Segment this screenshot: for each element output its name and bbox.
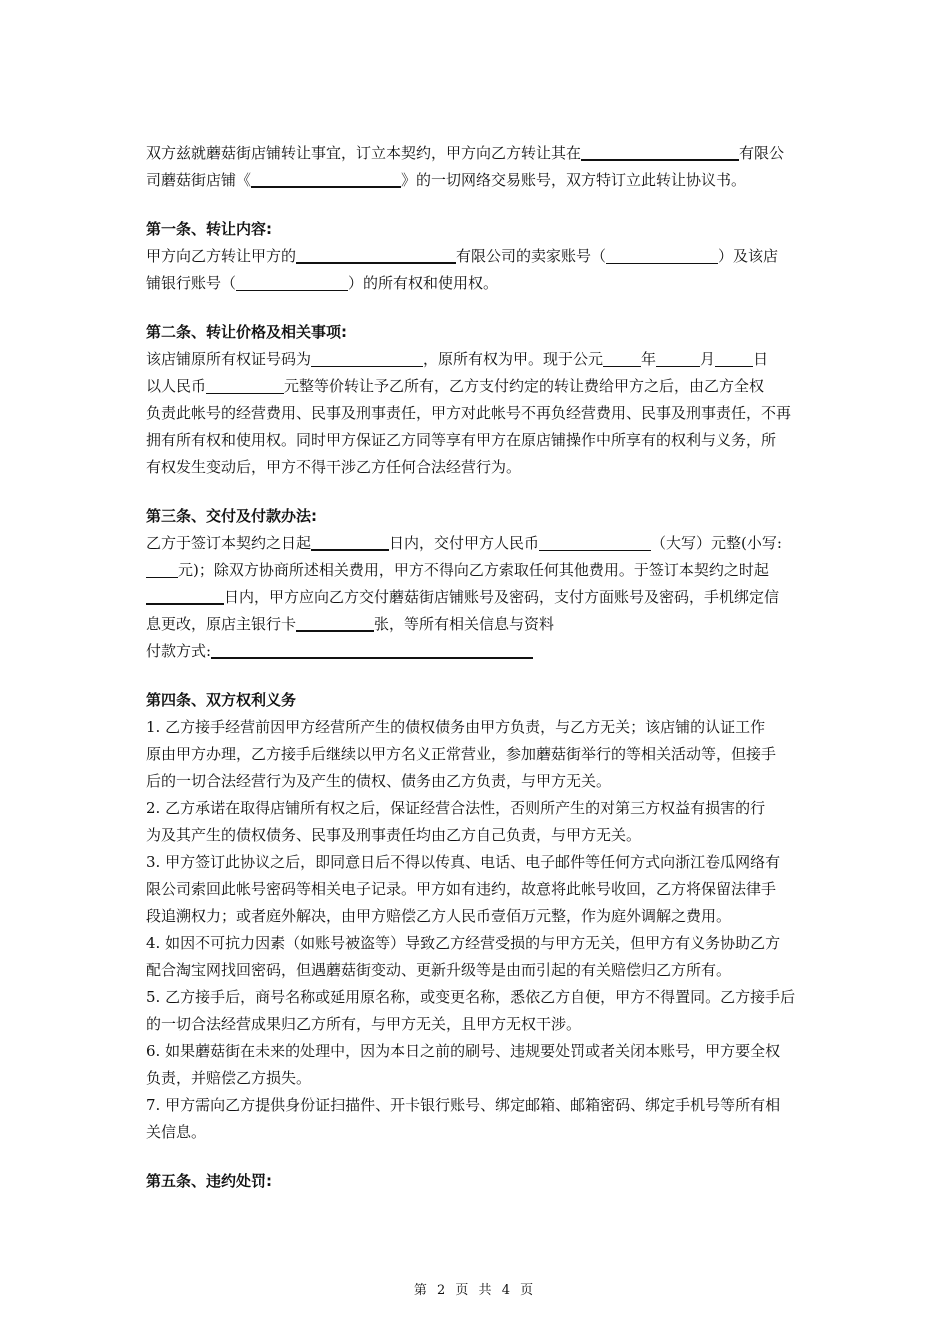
- article-1-title: 第一条、转让内容:: [146, 220, 272, 238]
- article-2-body: 该店铺原所有权证号码为 ，原所有权为甲。现于公元 年 月 日 以人民币 元整等价转让予乙所有，乙方支付约定的转让费给甲方之后，由乙方全权 负责此帐号的经营费用、民事及刑事责任，甲方对此帐号不再负经营费用、民事及刑事责任，不再 拥有所有权和使用权。同时甲方保证乙方同等享有甲方在原店铺操作中所享有的权利与义务，所 有权发生变动后，甲方不得干涉乙方任何合法经营行为。: [146, 350, 792, 476]
- blank-company: [581, 143, 739, 161]
- blank-seller-account: [606, 247, 718, 264]
- blank-shop-name: [251, 170, 401, 188]
- blank-year: [603, 350, 641, 367]
- article-4-title: 第四条、双方权利义务: [146, 691, 297, 709]
- blank-price: [206, 377, 284, 394]
- blank-days: [311, 533, 389, 551]
- blank-bank-account: [236, 274, 348, 291]
- article-2-title: 第二条、转让价格及相关事项:: [146, 323, 347, 341]
- text: 司蘑菇街店铺《: [146, 171, 252, 189]
- blank-days: [146, 587, 224, 605]
- page-number: 第 2 页 共 4 页: [413, 1283, 537, 1298]
- document-page: [146, 140, 806, 1195]
- intro-paragraph: [146, 140, 806, 194]
- blank-certificate-number: [311, 350, 423, 367]
- article-4-body: 1. 乙方接手经营前因甲方经营所产生的债权债务由甲方负责，与乙方无关；该店铺的认证工作 原由甲方办理，乙方接手后继续以甲方名义正常营业，参加蘑菇街举行的等相关活动等，但接手 后的一切合法经营行为及产生的债权、债务由乙方负责，与甲方无关。 2. 乙方承诺在取得店铺所有权之后，保证经营合法性，否则所产生的对第三方权益有损害的行 为及其产生的债权债务、民事及刑事责任均由乙方自己负责，与甲方无关。 3. 甲方签订此协议之后，即同意日后不得以传真、电话、电子邮件等任何方式向浙江卷瓜网络有 限公司索回此帐号密码等相关电子记录。甲方如有违约，故意将此帐号收回，乙方将保留法律手 段追溯权力；或者庭外解决，由甲方赔偿乙方人民币壹佰万元整，作为庭外调解之费用。 4. 如因不可抗力因素（如账号被盗等）导致乙方经营受损的与甲方无关，但甲方有义务协助乙方 配合淘宝网找回密码，但遇蘑菇街变动、更新升级等是由而引起的有关赔偿归乙方所有。 5. 乙方接手后，商号名称或延用原名称，或变更名称，悉依乙方自便，甲方不得置同。乙方接手后 的一切合法经营成果归乙方所有，与甲方无关，且甲方无权干涉。 6. 如果蘑菇街在未来的处理中，因为本日之前的刷号、违规要处罚或者关闭本账号，甲方要全权 负责，并赔偿乙方损失。 7. 甲方需向乙方提供身份证扫描件、开卡银行账号、绑定邮箱、邮箱密码、绑定手机号等所有相 关信息。: [146, 718, 796, 1141]
- blank-amount-upper: [539, 534, 651, 551]
- blank-amount-lower: [146, 561, 178, 578]
- blank-company: [296, 246, 456, 264]
- article-1-body: 甲方向乙方转让甲方的 有限公司的卖家账号（ ）及该店 铺银行账号（ ）的所有权和使用权。: [146, 247, 779, 292]
- article-5-title: 第五条、违约处罚:: [146, 1172, 272, 1190]
- blank-payment-method: [211, 641, 533, 659]
- article-3-body: 乙方于签订本契约之日起 日内，交付甲方人民币 （大写）元整(小写: 元)；除双方协商所述相关费用，甲方不得向乙方索取任何其他费用。于签订本契约之时起 日内，甲方应向乙方交付蘑菇街店铺账号及密码，支付方面账号及密码，手机绑定信 息更改，原店主银行卡 张，等所有相关信息与资料 付款方式:: [146, 534, 782, 660]
- blank-card-count: [296, 614, 374, 632]
- blank-day: [715, 350, 753, 367]
- text: 双方兹就蘑菇街店铺转让事宜，订立本契约，甲方向乙方转让其在: [146, 144, 582, 162]
- blank-month: [656, 350, 700, 367]
- text: 有限公: [739, 144, 785, 162]
- article-3-title: 第三条、交付及付款办法:: [146, 507, 317, 525]
- text: 》的一切网络交易账号，双方特订立此转让协议书。: [401, 171, 747, 189]
